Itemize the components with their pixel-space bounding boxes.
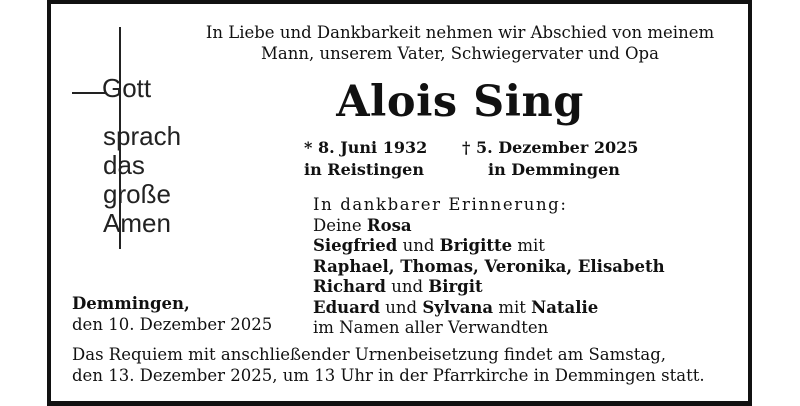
mourner-name: Richard <box>313 277 386 296</box>
mourners-text: mit <box>512 236 545 255</box>
mourners-line-6: im Namen aller Verwandten <box>313 318 549 337</box>
mourner-name: Brigitte <box>439 236 513 255</box>
frame-bottom-border <box>47 401 752 406</box>
mourner-name: Eduard <box>313 297 381 317</box>
mourner-name: Natalie <box>531 297 599 317</box>
death-info <box>462 137 638 181</box>
mourners-line-4 <box>313 277 665 298</box>
intro-text <box>200 22 720 64</box>
place-date <box>72 294 272 335</box>
mourner-name: Sylvana <box>422 297 494 317</box>
intro-line-2: Mann, unserem Vater, Schwiegervater und Opa <box>261 44 659 63</box>
cross-icon-horizontal-bar <box>72 92 105 94</box>
frame-left-border <box>47 0 51 406</box>
deceased-name: Alois Sing <box>336 77 584 127</box>
mourners-line-2 <box>313 236 665 257</box>
quote-line-5: Amen <box>103 208 171 238</box>
place-town: Demmingen, <box>72 294 190 313</box>
quote-line-1: Gott <box>102 73 152 103</box>
intro-line-1: In Liebe und Dankbarkeit nehmen wir Abschied von meinem <box>205 23 715 42</box>
mourners-text: und <box>397 236 440 255</box>
death-date: † 5. Dezember 2025 <box>462 138 639 157</box>
mourners-list <box>313 195 665 339</box>
mourner-name: Birgit <box>428 277 483 296</box>
birth-date: * 8. Juni 1932 <box>304 138 428 157</box>
death-place: in Demmingen <box>488 160 620 179</box>
quote-line-2: sprach <box>103 121 182 151</box>
mourner-name: Rosa <box>366 215 412 235</box>
mourners-line-1 <box>313 216 665 237</box>
mourners-text: mit <box>493 297 532 317</box>
mourners-heading: In dankbarer Erinnerung: <box>313 195 568 214</box>
place-date-line: den 10. Dezember 2025 <box>72 314 273 334</box>
requiem-notice <box>72 344 705 386</box>
frame-top-border <box>47 0 752 4</box>
mourner-name: Siegfried <box>313 236 398 255</box>
quote-line-4: große <box>103 179 171 209</box>
mourners-text: und <box>380 297 423 317</box>
birth-place: in Reistingen <box>304 160 424 179</box>
mourners-text: und <box>385 277 429 296</box>
frame-right-border <box>748 0 752 406</box>
birth-info <box>304 137 427 181</box>
mourner-name: Raphael, Thomas, Veronika, Elisabeth <box>313 256 665 276</box>
mourners-line-5 <box>313 298 665 319</box>
mourners-text: Deine <box>313 215 367 235</box>
requiem-line-1: Das Requiem mit anschließender Urnenbeisetzung findet am Samstag, <box>72 345 666 364</box>
quote-line-3: das <box>103 150 145 180</box>
requiem-line-2: den 13. Dezember 2025, um 13 Uhr in der Pfarrkirche in Demmingen statt. <box>72 366 705 385</box>
mourners-line-3 <box>313 257 665 278</box>
